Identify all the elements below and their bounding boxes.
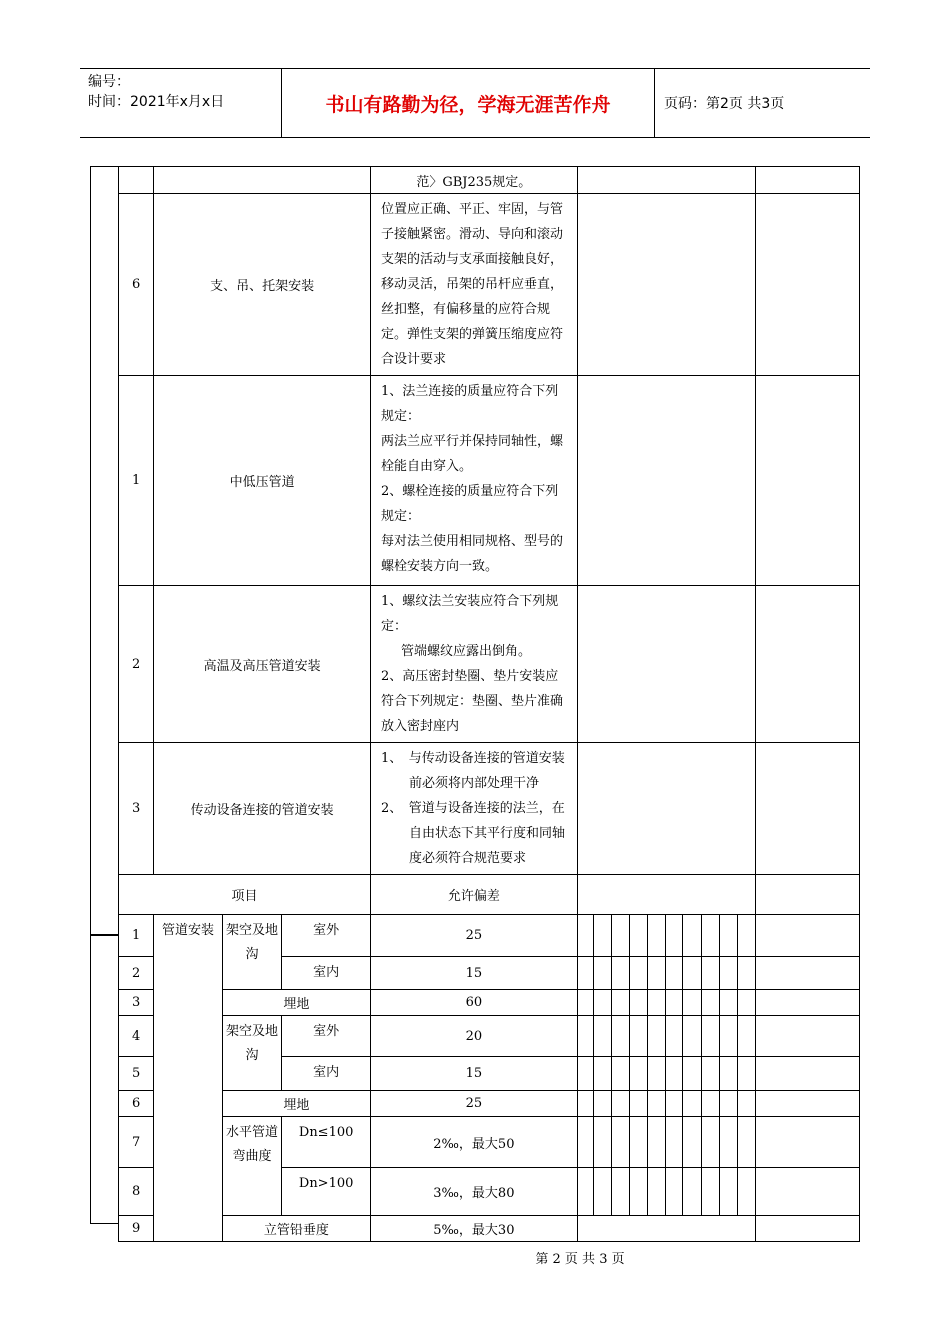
standard-line: 管端螺纹应露出倒角。 (401, 644, 532, 659)
time-label: 时间：2021年x月x日 (88, 94, 225, 110)
standard-line: 2、 管道与设备连接的法兰，在自由状态下其平行度和同轴度必须符合规范要求 (381, 801, 566, 866)
row-no: 1 (119, 915, 154, 957)
row-no: 8 (119, 1168, 154, 1216)
table-row (119, 194, 860, 376)
table-row (119, 990, 860, 1016)
remark-cell (756, 194, 860, 376)
remark-cell (756, 875, 860, 915)
overhead-label: 架空及地沟 (222, 915, 281, 990)
table-row (119, 1016, 860, 1057)
buried-label: 埋地 (222, 990, 370, 1016)
standard-line: 2、螺栓连接的质量应符合下列规定： (381, 484, 559, 524)
row-no: 6 (119, 1091, 154, 1117)
standard-line: 1、螺纹法兰安装应符合下列规定： (381, 594, 559, 634)
row-standard (371, 194, 578, 376)
table-row (119, 743, 860, 875)
row-item (154, 167, 371, 194)
inspection-table (118, 166, 860, 1242)
page-header (80, 68, 870, 138)
standard-line: 1、 与传动设备连接的管道安装前必须将内部处理干净 (381, 751, 565, 791)
row-item: 传动设备连接的管道安装 (154, 743, 371, 875)
remark-cell (756, 1091, 860, 1117)
standard-line: 2、高压密封垫圈、垫片安装应符合下列规定：垫圈、垫片准确放入密封座内 (381, 669, 564, 734)
vertical-label: 立管铅垂度 (222, 1216, 370, 1242)
table-row (119, 1216, 860, 1242)
row-standard (371, 376, 578, 586)
row-item: 支、吊、托架安装 (154, 194, 371, 376)
remark-cell (756, 586, 860, 743)
result-cell (577, 586, 755, 743)
row-standard (371, 586, 578, 743)
indoor-label: 室内 (282, 1057, 371, 1091)
row-no: 5 (119, 1057, 154, 1091)
remark-cell (756, 1168, 860, 1216)
table-row (119, 376, 860, 586)
tolerance-value: 20 (371, 1016, 578, 1057)
tolerance-value: 3‰，最大80 (371, 1168, 578, 1216)
bend-label: 水平管道弯曲度 (222, 1117, 281, 1216)
number-label: 编号： (88, 74, 130, 90)
result-cell (577, 875, 755, 915)
footer-page-number: 第 2 页 共 3 页 (535, 1252, 625, 1267)
remark-cell (756, 990, 860, 1016)
row-no: 7 (119, 1117, 154, 1168)
tolerance-item-header: 项目 (119, 875, 371, 915)
standard-line: 位置应正确、平正、牢固，与管子接触紧密。滑动、导向和滚动支架的活动与支承面接触良好，移动灵活，吊架的吊杆应垂直，丝扣整，有偏移量的应符合规定。弹性支架的弹簧压缩度应符合设计要求 (381, 202, 564, 367)
row-no: 2 (119, 957, 154, 990)
table-row (119, 586, 860, 743)
overhead-label: 架空及地沟 (222, 1016, 281, 1091)
table-row (119, 915, 860, 957)
tolerance-value: 25 (371, 1091, 578, 1117)
buried-label: 埋地 (222, 1091, 370, 1117)
row-no: 3 (119, 990, 154, 1016)
result-cell (577, 743, 755, 875)
remark-cell (756, 1057, 860, 1091)
remark-cell (756, 957, 860, 990)
row-no: 4 (119, 1016, 154, 1057)
page-footer (0, 1248, 950, 1267)
remark-cell (756, 743, 860, 875)
row-item: 高温及高压管道安装 (154, 586, 371, 743)
header-meta (80, 69, 282, 137)
result-cell (577, 167, 755, 194)
tolerance-value: 15 (371, 1057, 578, 1091)
row-standard (371, 743, 578, 875)
table-row (119, 1117, 860, 1168)
row-no: 9 (119, 1216, 154, 1242)
outdoor-label: 室外 (282, 1016, 371, 1057)
header-motto: 书山有路勤为径，学海无涯苦作舟 (282, 69, 655, 137)
tolerance-value: 15 (371, 957, 578, 990)
dn-le-label: Dn≤100 (282, 1117, 371, 1168)
dn-gt-label: Dn>100 (282, 1168, 371, 1216)
outer-frame-upper (90, 166, 119, 936)
tolerance-value: 5‰，最大30 (371, 1216, 578, 1242)
row-standard: 范〉GBJ235规定。 (371, 167, 578, 194)
table-row (119, 1091, 860, 1117)
remark-cell (756, 1216, 860, 1242)
row-no: 2 (119, 586, 154, 743)
outdoor-label: 室外 (282, 915, 371, 957)
group-label: 管道安装 (154, 915, 223, 1242)
standard-line: 每对法兰使用相同规格、型号的螺栓安装方向一致。 (381, 534, 564, 574)
standard-line: 两法兰应平行并保持同轴性，螺栓能自由穿入。 (381, 434, 564, 474)
row-no (119, 167, 154, 194)
result-cell (577, 194, 755, 376)
tolerance-value: 60 (371, 990, 578, 1016)
tolerance-value: 2‰，最大50 (371, 1117, 578, 1168)
result-cell (577, 1216, 755, 1242)
standard-line: 1、法兰连接的质量应符合下列规定： (381, 384, 559, 424)
tolerance-value-header: 允许偏差 (371, 875, 578, 915)
remark-cell (756, 1016, 860, 1057)
row-item: 中低压管道 (154, 376, 371, 586)
indoor-label: 室内 (282, 957, 371, 990)
result-cell (577, 376, 755, 586)
remark-cell (756, 376, 860, 586)
remark-cell (756, 915, 860, 957)
row-no: 3 (119, 743, 154, 875)
outer-frame-lower (90, 934, 119, 1224)
remark-cell (756, 167, 860, 194)
page-number-label: 页码：第2页 共3页 (664, 96, 785, 112)
row-no: 1 (119, 376, 154, 586)
tolerance-value: 25 (371, 915, 578, 957)
tolerance-header-row (119, 875, 860, 915)
remark-cell (756, 1117, 860, 1168)
table-row (119, 167, 860, 194)
row-no: 6 (119, 194, 154, 376)
